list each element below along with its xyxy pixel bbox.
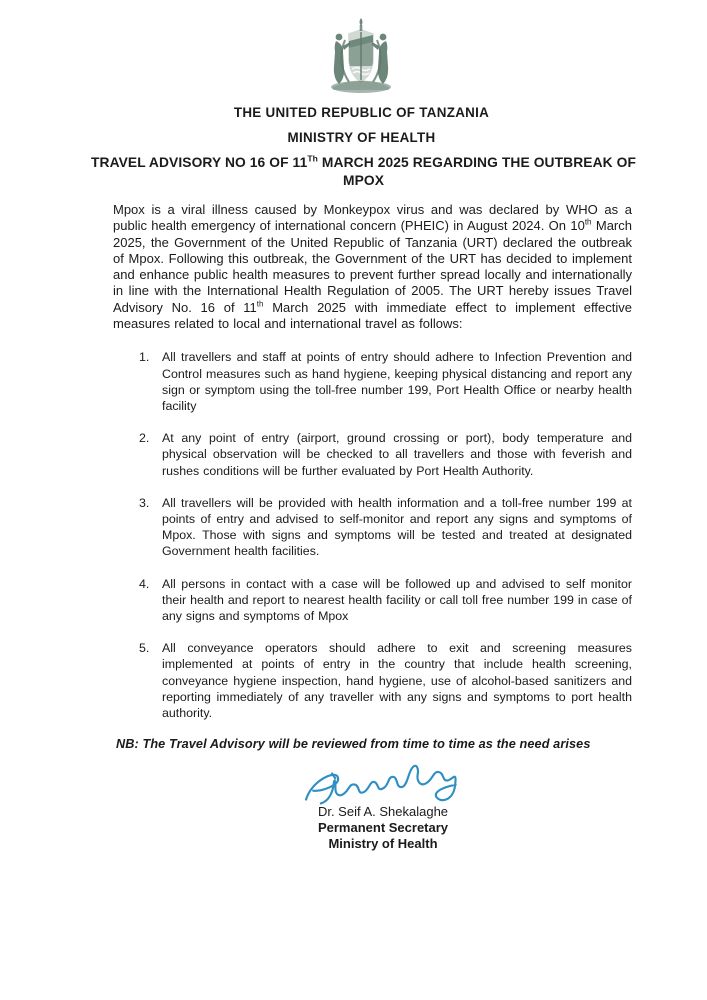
advisory-title — [84, 154, 644, 190]
list-item-text: All conveyance operators should adhere to exit and screening measures implemented at points of entry in the country that include health screening, conveyance hygiene inspection, hand hygiene, use of alcohol-based sanitizers and reporting immediately of any traveller with any signs and symptoms to port health authority. — [162, 641, 632, 721]
document-header — [0, 14, 707, 190]
text-run: MARCH 2025 REGARDING THE OUTBREAK OF MPOX — [318, 155, 636, 188]
signatory-role: Permanent Secretary — [317, 820, 449, 836]
document-body — [113, 202, 632, 852]
tanzania-coat-of-arms-icon — [319, 14, 403, 96]
nb-note: NB: The Travel Advisory will be reviewed from time to time as the need arises — [116, 737, 591, 752]
coat-of-arms — [319, 14, 403, 96]
text-run: March 2025, the Government of the United Republic of Tanzania (URT) declared the outbreak of Mpox. Following this outbreak, the Government of the URT has decided to implement and enhance public health measures to prevent further spread locally and internationally in line with the International Health Regulation of 2005. The URT hereby issues Travel Advisory No. 16 of 11 — [113, 218, 632, 315]
ministry-heading: MINISTRY OF HEALTH — [287, 130, 436, 145]
superscript-text: th — [584, 217, 592, 227]
list-item-number: 3. — [139, 495, 150, 510]
advisory-list-item — [139, 576, 632, 625]
intro-paragraph — [113, 202, 632, 332]
list-item-number: 4. — [139, 576, 150, 591]
advisory-list-item — [139, 349, 632, 414]
signatory-name: Dr. Seif A. Shekalaghe — [317, 804, 449, 820]
signatory-ministry: Ministry of Health — [328, 836, 438, 852]
advisory-list-item — [139, 640, 632, 721]
country-heading: THE UNITED REPUBLIC OF TANZANIA — [233, 105, 490, 120]
superscript-text: Th — [307, 153, 318, 164]
advisory-list-item — [139, 495, 632, 560]
advisory-list-item — [139, 430, 632, 479]
list-item-text: All travellers and staff at points of entry should adhere to Infection Prevention and Control measures such as hand hygiene, keeping physical distancing and report any sign or symptom using the toll-free number 199, Port Health Office or nearby health facility — [162, 350, 632, 413]
text-run: TRAVEL ADVISORY NO 16 OF 11 — [90, 155, 308, 170]
list-item-text: All travellers will be provided with health information and a toll-free number 199 at points of entry and advised to self-monitor and report any signs and symptoms of Mpox. Those with signs and symptoms will be tested and treated at designated Government health facilities. — [162, 495, 632, 559]
list-item-number: 5. — [139, 641, 150, 656]
signature-block — [258, 761, 508, 852]
text-run: March 2025 with immediate effect to implement effective measures related to local and international travel as follows: — [113, 299, 632, 332]
list-item-text: At any point of entry (airport, ground crossing or port), body temperature and physical observation will be checked to all travellers and those with feverish and rushes conditions will be further evaluated by Port Health Authority. — [162, 431, 632, 478]
list-item-number: 1. — [139, 350, 150, 365]
list-item-number: 2. — [139, 431, 150, 446]
text-run: Mpox is a viral illness caused by Monkeypox virus and was declared by WHO as a public health emergency of international concern (PHEIC) in August 2024. On 10 — [113, 202, 632, 234]
emblem-shield — [349, 30, 373, 82]
superscript-text: th — [256, 299, 264, 309]
emblem-torch — [359, 18, 362, 31]
list-item-text: All persons in contact with a case will be followed up and advised to self monitor their health and report to nearest health facility or call toll free number 199 in case of any signs and symptoms of Mpox — [162, 576, 632, 624]
advisory-list — [113, 349, 632, 721]
